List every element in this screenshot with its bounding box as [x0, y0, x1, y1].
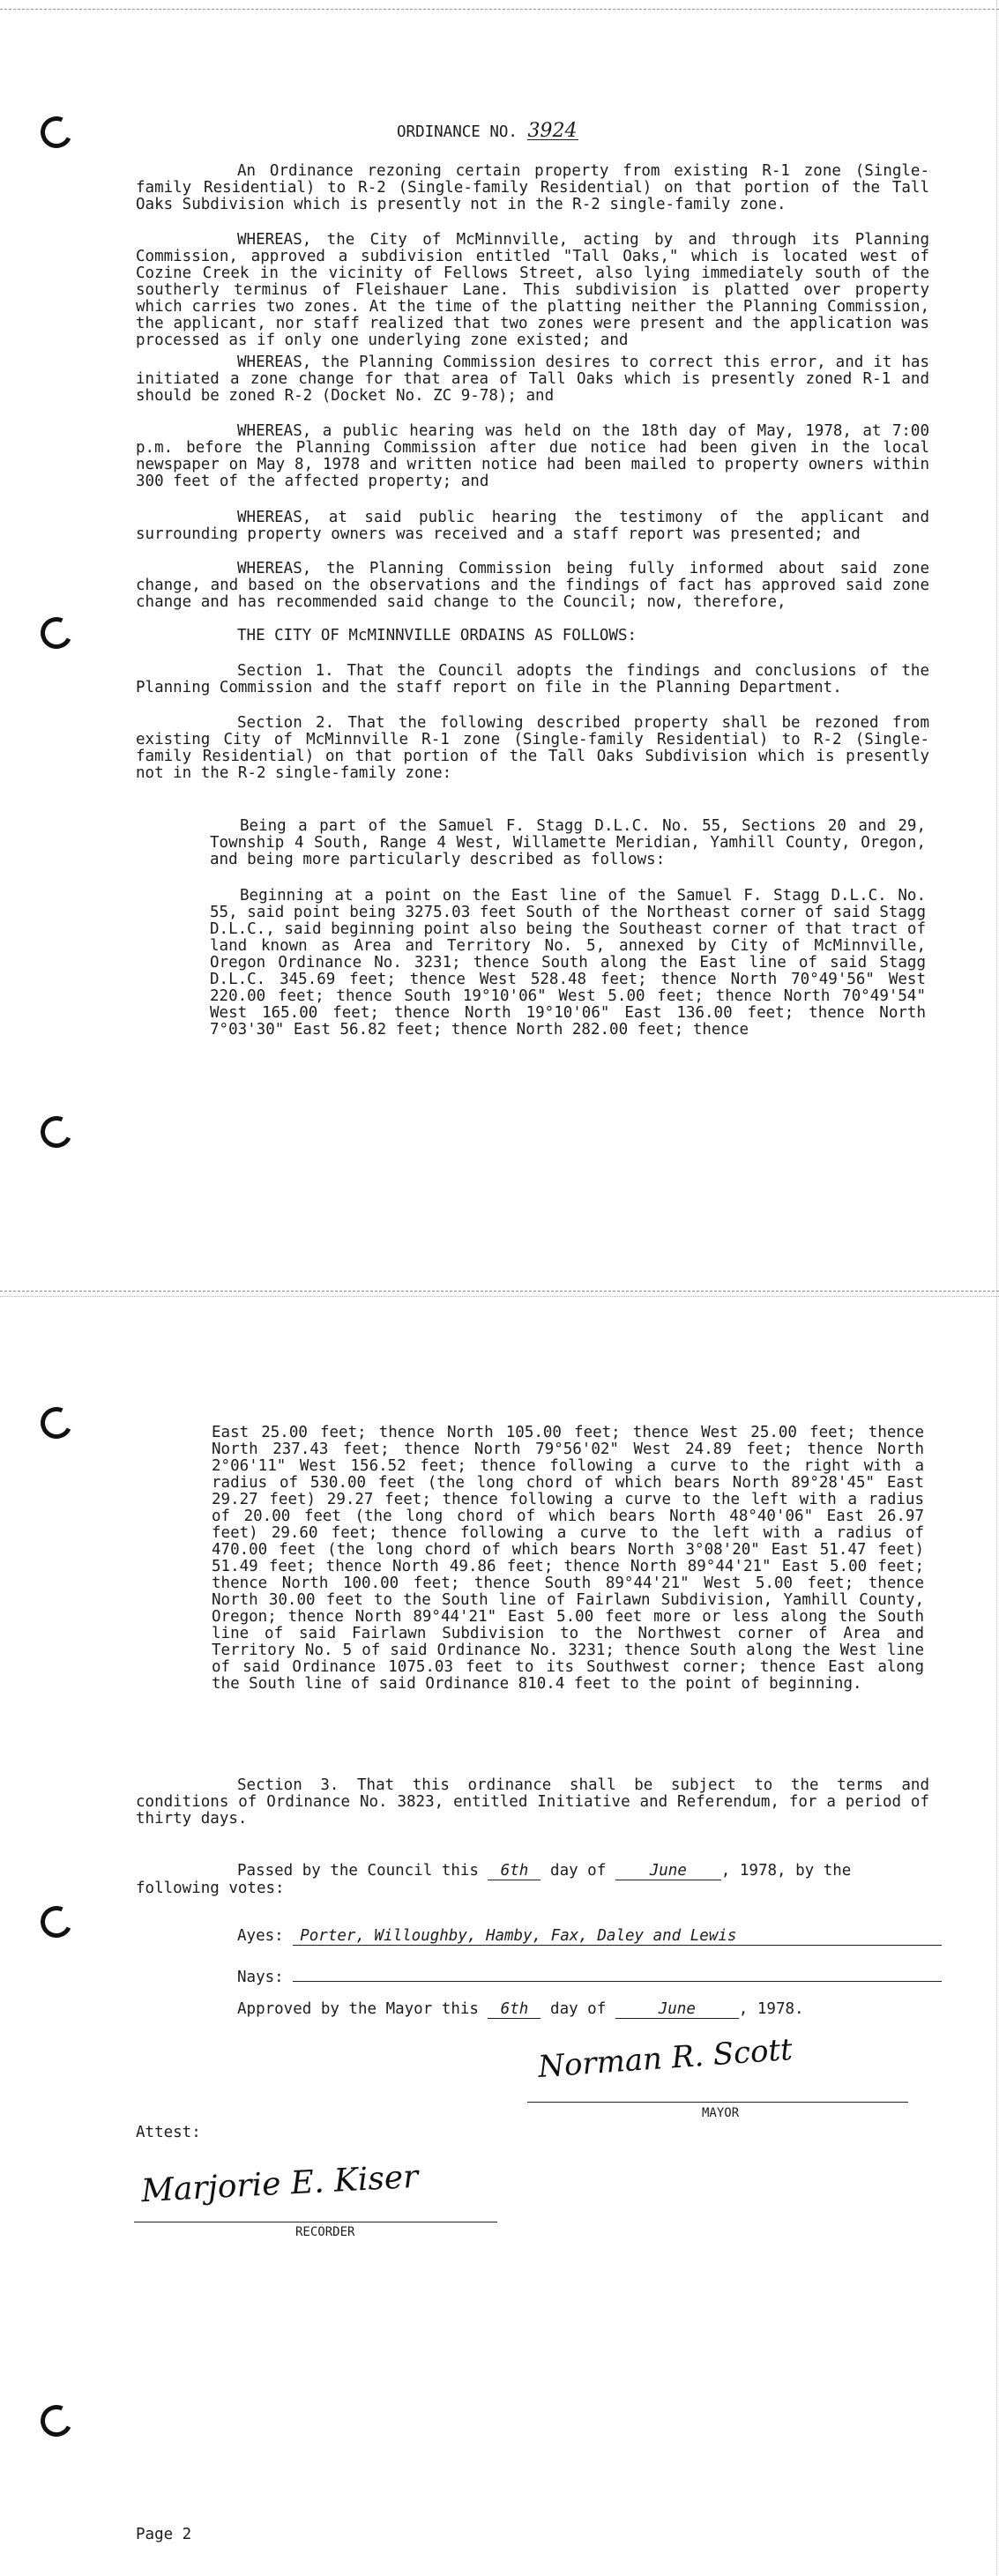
punch-hole: [36, 1902, 77, 1942]
ordinance-title: [397, 120, 578, 142]
ayes-value: Porter, Willoughby, Hamby, Fax, Daley and Lewis: [293, 1928, 942, 1946]
recorder-signature: Marjorie E. Kiser: [140, 2158, 420, 2210]
ordinance-number: 3924: [527, 120, 578, 142]
intro-paragraph: An Ordinance rezoning certain property from existing R-1 zone (Single-family Residential) to R-2 (Single-family Residential) on that portion of the Tall Oaks Subdivision which is presently not in the R-2 single-family zone.: [136, 162, 929, 213]
approved-day-of: day of: [550, 2000, 607, 2018]
passed-day: 6th: [488, 1863, 541, 1880]
page-top-edge: [0, 0, 999, 10]
mayor-label: MAYOR: [702, 2106, 740, 2120]
page-right-edge: [996, 0, 997, 2576]
ayes-label: Ayes:: [237, 1927, 284, 1945]
recorder-label: RECORDER: [295, 2225, 355, 2239]
approved-year-suffix: , 1978.: [738, 2000, 804, 2018]
passed-line: [136, 1863, 929, 1897]
whereas-paragraph-5: WHEREAS, the Planning Commission being fully informed about said zone change, and based on the observations and the findings of fact has approved said zone change and has recommended said change to the Council; now, therefore,: [136, 560, 929, 611]
ayes-line: [237, 1928, 942, 1946]
legal-description-metes: Beginning at a point on the East line of the Samuel F. Stagg D.L.C. No. 55, said point being 3275.03 feet South of the Northeast corner of said Stagg D.L.C., said beginning point also being the Southeast corner of that tract of land known as Area and Territory No. 5, annexed by City of McMinnville, Oregon Ordinance No. 3231; thence South along the East line of said Stagg D.L.C. 345.69 feet; thence West 528.48 feet; thence North 70°49'56" West 220.00 feet; thence South 19°10'06" West 5.00 feet; thence North 70°49'54" West 165.00 feet; thence North 19°10'06" East 136.00 feet; thence North 7°03'30" East 56.82 feet; thence North 282.00 feet; thence: [210, 887, 926, 1039]
approved-day: 6th: [488, 2001, 541, 2019]
ordinance-title-prefix: ORDINANCE NO.: [397, 123, 518, 141]
section-1: Section 1. That the Council adopts the findings and conclusions of the Planning Commission and the staff report on file in the Planning Department.: [136, 662, 929, 696]
attest-label: Attest:: [136, 2124, 201, 2141]
passed-day-of: day of: [550, 1862, 607, 1880]
ordains-heading: THE CITY OF McMINNVILLE ORDAINS AS FOLLOWS:: [237, 627, 637, 644]
metes-continuation: East 25.00 feet; thence North 105.00 feet; thence West 25.00 feet; thence North 237.43 feet; thence North 79°56'02" West 24.89 feet; thence North 2°06'11" West 156.52 feet; thence following a curve to the right with a radius of 530.00 feet (the long chord of which bears North 89°28'45" East 29.27 feet) 29.27 feet; thence following a curve to the left with a radius of 20.00 feet (the long chord of which bears North 48°40'06" East 26.97 feet) 29.60 feet; thence following a curve to the left with a radius of 470.00 feet (the long chord of which bears North 3°08'20" East 51.47 feet) 51.49 feet; thence North 49.86 feet; thence North 89°44'21" East 5.00 feet; thence North 100.00 feet; thence South 89°44'21" West 5.00 feet; thence North 30.00 feet to the South line of Fairlawn Subdivision, Yamhill County, Oregon; thence North 89°44'21" East 5.00 feet more or less along the South line of said Fairlawn Subdivision to the Northwest corner of Area and Territory No. 5 of said Ordinance No. 3231; thence South along the West line of said Ordinance 1075.03 feet to its Southwest corner; thence East along the South line of said Ordinance 810.4 feet to the point of beginning.: [212, 1424, 924, 1693]
punch-hole: [36, 1403, 77, 1443]
punch-hole: [36, 2401, 77, 2441]
nays-value: [293, 1964, 942, 1982]
punch-hole: [36, 112, 77, 153]
passed-year-suffix: , 1978, by the following votes:: [136, 1862, 852, 1897]
section-2: Section 2. That the following described property shall be rezoned from existing City of McMinnville R-1 zone (Single-family Residential) to R-2 (Single-family Residential) on that portion of the Tall Oaks Subdivision which is presently not in the R-2 single-family zone:: [136, 714, 929, 782]
page-divider: [0, 1291, 999, 1292]
approved-line: [237, 2001, 804, 2019]
passed-month: June: [615, 1863, 721, 1880]
nays-line: [237, 1964, 942, 1986]
approved-month: June: [615, 2001, 739, 2019]
page-number: Page 2: [136, 2526, 192, 2543]
nays-label: Nays:: [237, 1969, 284, 1986]
mayor-signature: Norman R. Scott: [536, 2031, 794, 2086]
whereas-paragraph-4: WHEREAS, at said public hearing the testimony of the applicant and surrounding property owners was received and a staff report was presented; and: [136, 509, 929, 543]
punch-hole: [36, 613, 77, 653]
approved-prefix: Approved by the Mayor this: [237, 2000, 479, 2018]
whereas-paragraph-3: WHEREAS, a public hearing was held on the 18th day of May, 1978, at 7:00 p.m. before the Planning Commission after due notice had been given in the local newspaper on May 8, 1978 and written notice had been mailed to property owners within 300 feet of the affected property; and: [136, 422, 929, 490]
legal-description-intro: Being a part of the Samuel F. Stagg D.L.C. No. 55, Sections 20 and 29, Township 4 South, Range 4 West, Willamette Meridian, Yamhill County, Oregon, and being more particularly described as follows:: [210, 817, 926, 868]
page-divider-shadow: [0, 1296, 999, 1297]
whereas-paragraph-2: WHEREAS, the Planning Commission desires to correct this error, and it has initiated a zone change for that area of Tall Oaks which is presently zoned R-1 and should be zoned R-2 (Docket No. ZC 9-78); and: [136, 354, 929, 405]
passed-prefix: Passed by the Council this: [237, 1862, 479, 1880]
section-3: Section 3. That this ordinance shall be subject to the terms and conditions of Ordinance No. 3823, entitled Initiative and Referendum, for a period of thirty days.: [136, 1776, 929, 1828]
mayor-signature-line: [527, 2102, 908, 2103]
punch-hole: [36, 1112, 77, 1152]
whereas-paragraph-1: WHEREAS, the City of McMinnville, acting by and through its Planning Commission, approved a subdivision entitled "Tall Oaks," which is located west of Cozine Creek in the vicinity of Fellows Street, also lying immediately south of the southerly terminus of Fleishauer Lane. This subdivision is platted over property which carries two zones. At the time of the platting neither the Planning Commission, the applicant, nor staff realized that two zones were present and the application was processed as if only one underlying zone existed; and: [136, 231, 929, 349]
